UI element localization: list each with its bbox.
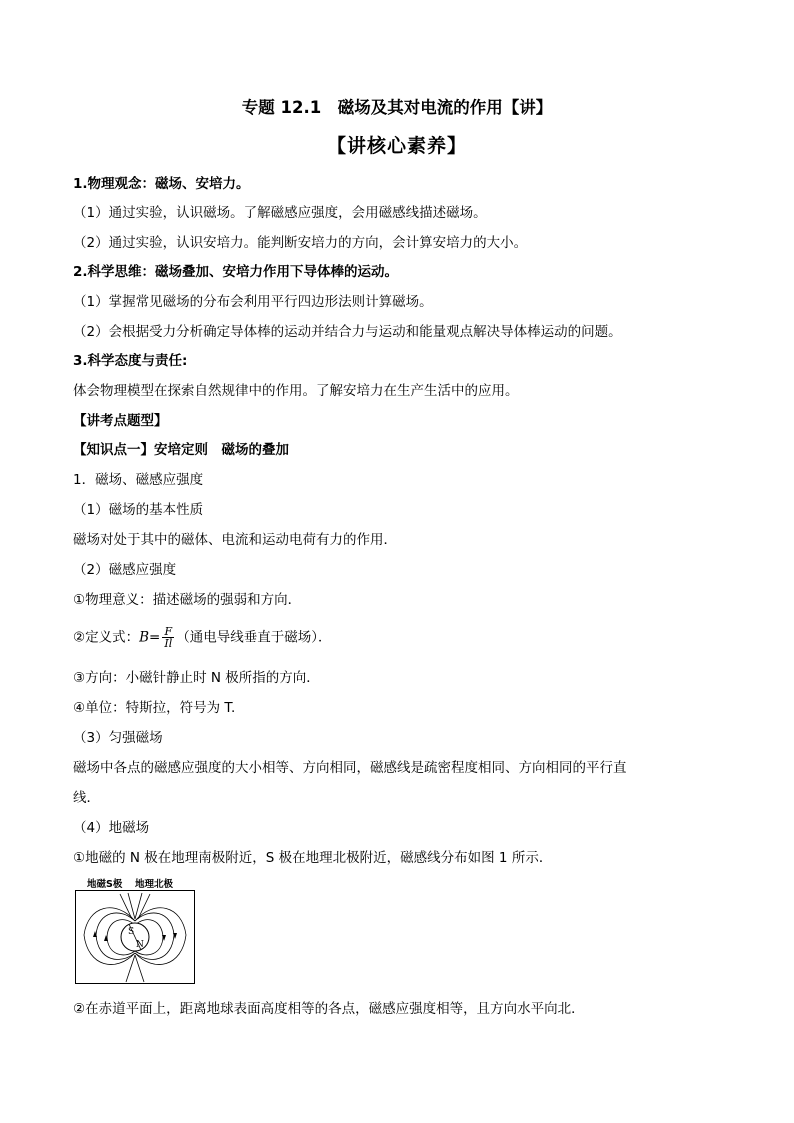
paragraph: ①地磁的 N 极在地理南极附近，S 极在地理北极附近，磁感线分布如图 1 所示． <box>73 850 553 866</box>
topic-heading: 【讲考点题型】 <box>73 413 168 429</box>
figure-pole-s: S <box>128 927 135 937</box>
paragraph: （2）会根据受力分析确定导体棒的运动并结合力与运动和能量观点解决导体棒运动的问题。 <box>73 324 622 340</box>
magnetic-field-lines-diagram <box>76 891 194 983</box>
page-subtitle: 【讲核心素养】 <box>326 135 467 157</box>
paragraph: ③方向：小磁针静止时 N 极所指的方向． <box>73 670 320 686</box>
page-title: 专题 12.1 磁场及其对电流的作用【讲】 <box>241 98 553 117</box>
formula-suffix: （通电导线垂直于磁场）． <box>176 629 332 646</box>
paragraph: （2）通过实验，认识安培力。能判断安培力的方向，会计算安培力的大小。 <box>73 235 528 251</box>
sub-heading: （2）磁感应强度 <box>73 562 177 578</box>
formula-line <box>73 626 331 649</box>
formula-lhs: B <box>139 629 150 646</box>
paragraph: （1）通过实验，认识磁场。了解磁感应强度，会用磁感线描述磁场。 <box>73 205 487 221</box>
paragraph: 线． <box>73 790 100 806</box>
sub-heading: （4）地磁场 <box>73 820 150 836</box>
formula-prefix: ②定义式： <box>73 629 140 646</box>
sub-heading: 1．磁场、磁感应强度 <box>73 472 204 488</box>
paragraph: ①物理意义：描述磁场的强弱和方向． <box>73 592 302 608</box>
figure-label-geographic-north: 地理北极 <box>135 879 174 890</box>
paragraph: ②在赤道平面上，距离地球表面高度相等的各点，磁感应强度相等，且方向水平向北． <box>73 1001 585 1017</box>
paragraph: ④单位：特斯拉，符号为 T. <box>73 700 236 716</box>
knowledge-point-heading: 【知识点一】安培定则 磁场的叠加 <box>73 442 289 458</box>
figure-frame <box>75 890 195 984</box>
section-heading-2: 2.科学思维：磁场叠加、安培力作用下导体棒的运动。 <box>73 264 399 280</box>
figure-label-magnetic-s: 地磁S极 <box>87 879 123 890</box>
sub-heading: （3）匀强磁场 <box>73 730 163 746</box>
earth-magnetic-field-figure <box>73 876 197 986</box>
paragraph: 体会物理模型在探索自然规律中的作用。了解安培力在生产生活中的应用。 <box>73 383 519 399</box>
sub-heading: （1）磁场的基本性质 <box>73 502 204 518</box>
fraction-denominator: Il <box>164 637 173 650</box>
figure-pole-n: N <box>136 940 144 950</box>
paragraph: （1）掌握常见磁场的分布会利用平行四边形法则计算磁场。 <box>73 294 433 310</box>
formula-fraction <box>162 626 174 649</box>
section-heading-3: 3.科学态度与责任: <box>73 353 188 369</box>
fraction-numerator: F <box>162 626 174 638</box>
paragraph: 磁场对处于其中的磁体、电流和运动电荷有力的作用． <box>73 532 397 548</box>
formula-equals: = <box>149 629 161 646</box>
section-heading-1: 1.物理观念：磁场、安培力。 <box>73 176 250 192</box>
paragraph: 磁场中各点的磁感应强度的大小相等、方向相同，磁感线是疏密程度相同、方向相同的平行直 <box>73 760 627 776</box>
